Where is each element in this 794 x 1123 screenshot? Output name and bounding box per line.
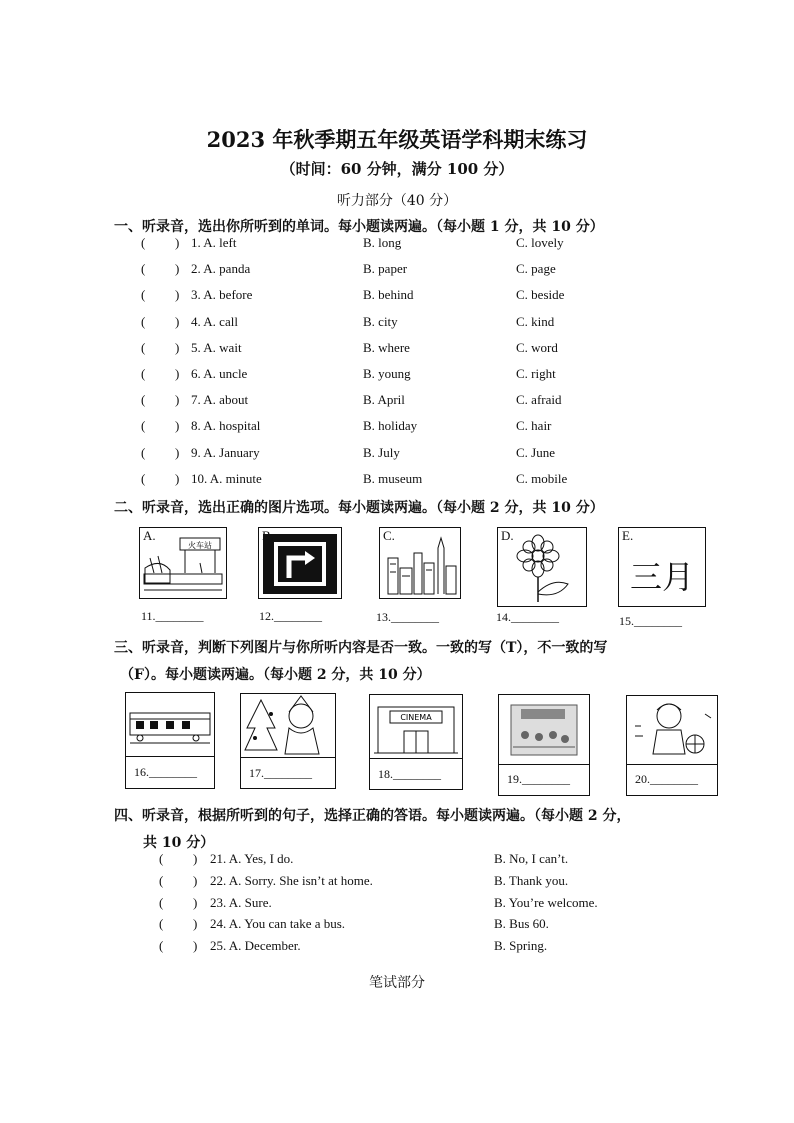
march-text: 三月	[629, 558, 694, 596]
option-b[interactable]: B. July	[363, 444, 400, 460]
answer-paren-close: )	[175, 339, 180, 355]
option-b[interactable]: B. city	[363, 313, 398, 329]
picture-16-train	[125, 692, 215, 789]
section3-heading-line2: （F）。每小题读两遍。（每小题 2 分，共 10 分）	[120, 667, 431, 683]
option-a[interactable]: 9. A. January	[191, 444, 260, 460]
option-c[interactable]: C. beside	[516, 287, 565, 303]
option-b[interactable]: B. where	[363, 339, 410, 355]
christmas-icon	[241, 694, 335, 758]
option-b[interactable]: B. holiday	[363, 418, 418, 434]
picture-e-march	[618, 527, 706, 607]
written-part-heading: 笔试部分	[369, 975, 425, 991]
answer-paren-open[interactable]: (	[141, 313, 146, 329]
answer-paren-open[interactable]: (	[159, 851, 164, 866]
picture-c-city	[379, 527, 461, 599]
answer-paren-close: )	[175, 287, 180, 303]
answer-paren-close: )	[175, 418, 180, 434]
option-a[interactable]: 21. A. Yes, I do.	[210, 851, 294, 866]
blank-13[interactable]: 13.________	[376, 610, 439, 624]
option-a[interactable]: 5. A. wait	[191, 339, 242, 355]
picture-19-school-event	[498, 694, 590, 796]
picture-b-label: B.	[262, 528, 274, 543]
cinema-sign-text: CINEMA	[400, 713, 432, 722]
option-c[interactable]: C. right	[516, 366, 556, 381]
picture-e-label: E.	[622, 528, 634, 543]
option-a[interactable]: 1. A. left	[191, 235, 237, 250]
option-a[interactable]: 4. A. call	[191, 313, 238, 329]
answer-paren-close: )	[175, 366, 180, 381]
answer-paren-close: )	[175, 392, 180, 408]
option-c[interactable]: C. word	[516, 339, 558, 355]
option-b[interactable]: B. museum	[363, 470, 423, 486]
picture-b-turn-right	[258, 527, 342, 599]
blank-11[interactable]: 11.________	[141, 609, 204, 623]
answer-paren-close: )	[193, 938, 198, 954]
answer-paren-open[interactable]: (	[159, 938, 164, 954]
option-b[interactable]: B. Bus 60.	[494, 916, 549, 932]
option-a[interactable]: 8. A. hospital	[191, 418, 261, 434]
option-c[interactable]: C. lovely	[516, 235, 564, 250]
option-b[interactable]: B. paper	[363, 261, 408, 277]
picture-d-flower	[497, 527, 587, 607]
answer-paren-open[interactable]: (	[141, 444, 146, 460]
caption-17[interactable]: 17.________	[249, 766, 312, 780]
option-b[interactable]: B. April	[363, 392, 405, 408]
answer-paren-close: )	[193, 851, 198, 866]
picture-17-christmas	[240, 693, 336, 789]
option-a[interactable]: 2. A. panda	[191, 261, 251, 277]
option-c[interactable]: C. afraid	[516, 392, 562, 408]
answer-paren-open[interactable]: (	[141, 470, 146, 486]
exam-subtitle: （时间：60 分钟，满分 100 分）	[280, 160, 514, 178]
answer-paren-open[interactable]: (	[141, 287, 146, 303]
picture-18-cinema	[369, 694, 463, 790]
option-b[interactable]: B. Spring.	[494, 938, 548, 954]
option-c[interactable]: C. page	[516, 261, 556, 277]
option-c[interactable]: C. mobile	[516, 470, 568, 486]
caption-16[interactable]: 16.________	[134, 765, 197, 779]
listening-part-heading: 听力部分（40 分）	[336, 193, 458, 209]
blank-15[interactable]: 15.________	[619, 614, 682, 628]
answer-paren-open[interactable]: (	[159, 872, 164, 888]
answer-paren-close: )	[175, 313, 180, 329]
option-b[interactable]: B. long	[363, 235, 402, 250]
section1-heading: 一、听录音，选出你所听到的单词。每小题读两遍。（每小题 1 分，共 10 分）	[114, 219, 604, 235]
answer-paren-close: )	[175, 470, 180, 486]
answer-paren-close: )	[175, 261, 180, 277]
picture-c-label: C.	[383, 528, 395, 543]
section2-heading: 二、听录音，选出正确的图片选项。每小题读两遍。（每小题 2 分，共 10 分）	[114, 500, 604, 516]
blank-12[interactable]: 12.________	[259, 609, 322, 623]
station-sign-text: 火车站	[188, 541, 212, 550]
answer-paren-close: )	[175, 444, 180, 460]
train-icon	[126, 693, 214, 757]
option-a[interactable]: 10. A. minute	[191, 470, 262, 486]
option-b[interactable]: B. You’re welcome.	[494, 894, 598, 910]
section4-heading-line1: 四、听录音，根据所听到的句子，选择正确的答语。每小题读两遍。（每小题 2 分，	[114, 808, 631, 824]
option-b[interactable]: B. young	[363, 366, 411, 381]
option-b[interactable]: B. Thank you.	[494, 872, 569, 888]
option-a[interactable]: 23. A. Sure.	[210, 894, 272, 910]
option-a[interactable]: 7. A. about	[191, 392, 249, 408]
option-a[interactable]: 25. A. December.	[210, 938, 301, 954]
caption-18[interactable]: 18.________	[378, 767, 441, 781]
section3-heading-line1: 三、听录音，判断下列图片与你所听内容是否一致。一致的写（T），不一致的写	[114, 640, 608, 656]
option-a[interactable]: 24. A. You can take a bus.	[210, 916, 346, 932]
section4-heading-line2: 共 10 分）	[143, 835, 215, 851]
answer-paren-close: )	[193, 872, 198, 888]
answer-paren-open[interactable]: (	[141, 392, 146, 408]
cinema-icon	[370, 695, 462, 759]
option-a[interactable]: 3. A. before	[191, 287, 253, 303]
answer-paren-close: )	[193, 916, 198, 932]
answer-paren-open[interactable]: (	[159, 916, 164, 932]
blank-14[interactable]: 14.________	[496, 610, 559, 624]
option-a[interactable]: 6. A. uncle	[191, 366, 248, 381]
answer-paren-open[interactable]: (	[141, 418, 146, 434]
answer-paren-open[interactable]: (	[159, 894, 164, 910]
school-event-icon	[499, 695, 589, 765]
option-b[interactable]: B. No, I can’t.	[494, 851, 569, 866]
option-c[interactable]: C. June	[516, 444, 555, 460]
option-b[interactable]: B. behind	[363, 287, 414, 303]
boy-basketball-icon	[627, 696, 717, 766]
answer-paren-open[interactable]: (	[141, 261, 146, 277]
caption-20[interactable]: 20.________	[635, 772, 698, 786]
picture-a-train-station	[139, 527, 227, 599]
option-c[interactable]: C. kind	[516, 313, 555, 329]
caption-19[interactable]: 19.________	[507, 772, 570, 786]
picture-d-label: D.	[501, 528, 514, 543]
exam-title: 2023 年秋季期五年级英语学科期末练习	[206, 127, 588, 152]
option-a[interactable]: 22. A. Sorry. She isn’t at home.	[210, 872, 373, 888]
answer-paren-open[interactable]: (	[141, 366, 146, 381]
answer-paren-open[interactable]: (	[141, 339, 146, 355]
answer-paren-open[interactable]: (	[141, 235, 146, 250]
answer-paren-close: )	[175, 235, 180, 250]
answer-paren-close: )	[193, 894, 198, 910]
option-c[interactable]: C. hair	[516, 418, 552, 434]
picture-a-label: A.	[143, 528, 156, 543]
picture-20-boy-basketball	[626, 695, 718, 796]
